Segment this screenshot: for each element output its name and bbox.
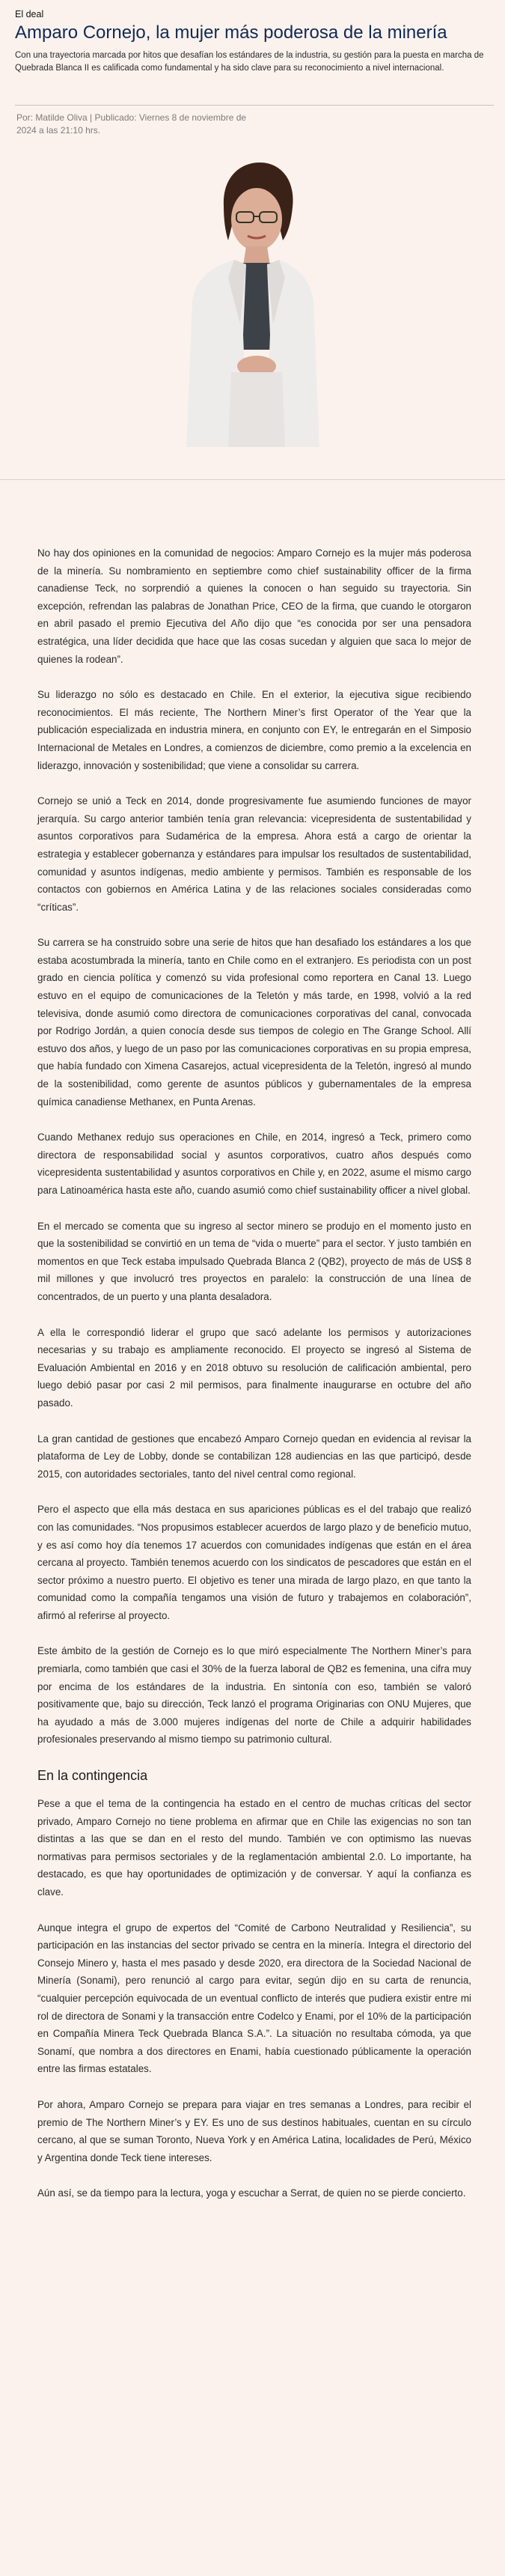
section-subheading: En la contingencia — [37, 1768, 148, 1784]
page-title: Amparo Cornejo, la mujer más poderosa de la minería — [15, 22, 447, 43]
byline-author: Por: Matilde Oliva — [16, 112, 88, 123]
paragraph: Cornejo se unió a Teck en 2014, donde progresivamente fue asumiendo funciones de mayor jerarquía. Su cargo anterior también tenía gran relevancia: vicepresidenta de sustentabilidad y asuntos corporativos para Sudamérica de la empresa. Ahora está a cargo de orientar la estrategia y establecer gobernanza y estándares para impulsar los resultados de sustentabilidad, comunidad y asuntos indígenas, medio ambiente y permisos. También es responsable de los contactos con gobiernos en América Latina y de las relaciones sociales consideradas como “críticas”. — [37, 795, 471, 913]
paragraph: Aunque integra el grupo de expertos del “Comité de Carbono Neutralidad y Resiliencia”, su participación en las instancias del sector privado se centra en la minería. Integra el directorio del Consejo Minero y, hasta el mes pasado y desde 2020, era directora de la Sociedad Nacional de Minería (Sonami), pero renunció al cargo para evitar, según dijo en su carta de renuncia, “cualquier percepción equivocada de un eventual conflicto de interés que pudiera existir entre mi rol de directora de Sonami y la transacción entre Codelco y Enami, por el 10% de la participación en Compañía Minera Teck Quebrada Blanca S.A.”. La situación no resultaba cómoda, ya que Sonamí, que nombra a dos directores en Enami, había cuestionado públicamente la operación entre las firmas estatales. — [37, 1922, 471, 2075]
hero-divider — [0, 479, 505, 480]
paragraph: No hay dos opiniones en la comunidad de negocios: Amparo Cornejo es la mujer más poderosa de la minería. Su nombramiento en septiembre como chief sustainability officer de la firma canadiense Teck, no sorprendió a quienes la conocen o han seguido su trayectoria. Sin excepción, refrendan las palabras de Jonathan Price, CEO de la firma, que cuando le otorgaron en abril pasado el premio Ejecutiva del Año dijo que “es conocida por ser una pensadora estratégica, una líder decidida que hace que las cosas sucedan y alguien que saca lo mejor de quienes la rodean”. — [37, 547, 471, 665]
byline-date: Publicado: Viernes 8 de noviembre de 2024 a las 21:10 hrs. — [16, 112, 247, 136]
portrait-photo-icon — [159, 148, 346, 447]
paragraph: La gran cantidad de gestiones que encabezó Amparo Cornejo quedan en evidencia al revisar la plataforma de Ley de Lobby, donde se contabilizan 128 audiencias en las que participó, desde 2015, con autoridades sectoriales, tanto del nivel central como regional. — [37, 1433, 471, 1480]
paragraph: Este ámbito de la gestión de Cornejo es lo que miró especialmente The Northern Miner’s para premiarla, como también que casi el 30% de la fuerza laboral de QB2 es femenina, una cifra muy por encima de los estándares de la industria. En sintonía con eso, también se valoró positivamente que, bajo su dirección, Teck lanzó el programa Originarias con ONU Mujeres, que ha ayudado a más de 3.000 mujeres indígenas del norte de Chile a adquirir habilidades profesionales preservando al mismo tiempo su patrimonio cultural. — [37, 1645, 471, 1746]
article-dek: Con una trayectoria marcada por hitos que desafían los estándares de la industria, su gestión para la puesta en marcha de Quebrada Blanca II es calificada como fundamental y ha sido clave para su reconocimiento a nivel internacional. — [15, 51, 484, 73]
paragraph: Su liderazgo no sólo es destacado en Chile. En el exterior, la ejecutiva sigue recibiendo reconocimientos. El más reciente, The Northern Miner’s first Operator of the Year que la publicación especializada en industria minera, en conjunto con EY, le entregarán en el Simposio Internacional de Metales en Londres, a comienzos de diciembre, como premio a la excelencia en liderazgo, innovación y sostenibilidad; que viene a consolidar su carrera. — [37, 689, 471, 771]
paragraph: En el mercado se comenta que su ingreso al sector minero se produjo en el momento justo en que la sostenibilidad se convirtió en un tema de “vida o muerte” para el sector. Y justo también en momentos en que Teck estaba impulsado Quebrada Blanca 2 (QB2), proyecto de más de US$ 8 mil millones y que involucró tres proyectos en paralelo: la construcción de una línea de concentrados, de un puerto y una planta desaladora. — [37, 1220, 471, 1302]
paragraph: Aún así, se da tiempo para la lectura, yoga y escuchar a Serrat, de quien no se pierde concierto. — [37, 2187, 466, 2199]
paragraph: Su carrera se ha construido sobre una serie de hitos que han desafiado los estándares a los que estaba acostumbrada la minería, tanto en Chile como en el extranjero. Es periodista con un post grado en ciencia política y comenzó su vida profesional como reportera en Canal 13. Luego estuvo en el equipo de comunicaciones de la Teletón y más tarde, en 1998, volvió a la red televisiva, donde asumió como directora de comunicaciones corporativas del canal, convocada por Rodrigo Jordán, a quien conocía desde sus tiempos de colegio en The Grange School. Allí estuvo dos años, y luego de un paso por las comunicaciones corporativas en su propia empresa, que había fundado con Ximena Casarejos, actual vicepresidenta de la Teletón, ingresó al mundo de la sostenibilidad, como gerente de asuntos públicos y gubernamentales de la empresa química canadiense Methanex, en Punta Arenas. — [37, 937, 471, 1108]
paragraph: Cuando Methanex redujo sus operaciones en Chile, en 2014, ingresó a Teck, primero como directora de responsabilidad social y asuntos corporativos, cuatro años después como vicepresidenta sustentabilidad y asuntos corporativos en Chile y, en 2022, asume el mismo cargo para Latinoamérica hasta este año, cuando asumió como chief sustainability officer a nivel global. — [37, 1131, 471, 1196]
paragraph: Pero el aspecto que ella más destaca en sus apariciones públicas es el del trabajo que realizó con las comunidades. “Nos propusimos establecer acuerdos de largo plazo y de beneficio mutuo, y es así como hoy día tenemos 17 acuerdos con comunidades indígenas que están en el área cercana al proyecto. También tenemos acuerdo con los sindicatos de pescadores que están en el sector próximo a nuestro puerto. El objetivo es tener una mirada de largo plazo, en que tanto la comunidad como la compañía tengamos una visión de futuro y trabajemos en colaboración”, afirmó al referirse al proyecto. — [37, 1504, 471, 1621]
section-label[interactable]: El deal — [15, 9, 44, 19]
paragraph: Pese a que el tema de la contingencia ha estado en el centro de muchas críticas del sector privado, Amparo Cornejo no tiene problema en afirmar que en Chile las exigencias no son tan distintas a las que se dan en el resto del mundo. También ve con optimismo las nuevas normativas para permisos sectoriales y de la reglamentación ambiental 2.0. Lo importante, ha destacado, es que hay oportunidades de optimización y de conversar. Y aquí la confianza es clave. — [37, 1798, 471, 1898]
header-divider — [15, 105, 494, 106]
byline: Por: Matilde Oliva | Publicado: Viernes 8 de noviembre de 2024 a las 21:10 hrs. — [16, 112, 247, 136]
article-body — [37, 544, 471, 2220]
paragraph: Por ahora, Amparo Cornejo se prepara para viajar en tres semanas a Londres, para recibir el premio de The Northern Miner’s y EY. Es uno de sus destinos habituales, cuentan en su círculo cercano, al que se suman Toronto, Nueva York y en América Latina, localidades de Perú, México y Argentina donde Teck tiene intereses. — [37, 2098, 471, 2163]
paragraph: A ella le correspondió liderar el grupo que sacó adelante los permisos y autorizaciones necesarias y su trabajo es ampliamente reconocido. El proyecto se ingresó al Sistema de Evaluación Ambiental en 2016 y en 2018 obtuvo su resolución de calificación ambiental, pero luego debió pasar por casi 2 mil permisos, para finalmente inaugurarse en octubre del año pasado. — [37, 1326, 471, 1409]
